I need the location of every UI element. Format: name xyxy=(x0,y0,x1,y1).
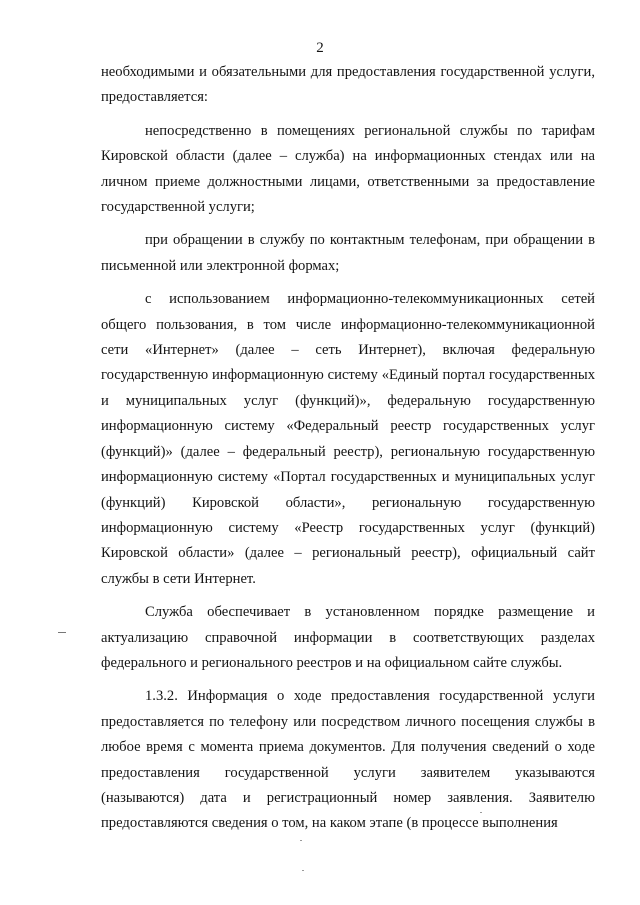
document-body xyxy=(101,60,595,837)
paragraph-continuation: необходимыми и обязательными для предоставления государственной услуги, предоставляется: xyxy=(101,64,595,106)
paragraph-internet: с использованием информационно-телекоммуникационных сетей общего пользования, в том числе информационно-телекоммуникационной сети «Интернет» (далее – сеть Интернет), включая федеральную государственную информационную систему «Единый портал государственных и муниципальных услуг (функций)», федеральную государственную информационную систему «Федеральный реестр государственных услуг (функций)» (далее – федеральный реестр), региональную государственную информационную систему «Портал государственных и муниципальных услуг (функций) Кировской области», региональную государственную информационную систему «Реестр государственных услуг (функций) Кировской области» (далее – региональный реестр), официальный сайт службы в сети Интернет. xyxy=(101,291,595,587)
scan-speck xyxy=(300,840,302,841)
paragraph-phone-written: при обращении в службу по контактным телефонам, при обращении в письменной или электронной формах; xyxy=(101,232,595,274)
paragraph-progress-info: 1.3.2. Информация о ходе предоставления государственной услуги предоставляется по телефону или посредством личного посещения службы в любое время с момента приема документов. Для получения сведений о ходе предоставления государственной услуги заявителем указываются (называются) дата и регистрационный номер заявления. Заявителю предоставляются сведения о том, на каком этапе (в процессе выполнения xyxy=(101,688,595,832)
scan-speck xyxy=(302,870,304,871)
page-number: 2 xyxy=(316,40,324,56)
paragraph-premises: непосредственно в помещениях региональной службы по тарифам Кировской области (далее – служба) на информационных стендах или на личном приеме должностными лицами, ответственными за предоставление государственной услуги; xyxy=(101,122,595,216)
margin-scan-mark xyxy=(58,632,66,633)
scan-speck xyxy=(480,812,482,813)
paragraph-service-updates: Служба обеспечивает в установленном порядке размещение и актуализацию справочной информации в соответствующих разделах федерального и регионального реестров и на официальном сайте службы. xyxy=(101,604,595,671)
